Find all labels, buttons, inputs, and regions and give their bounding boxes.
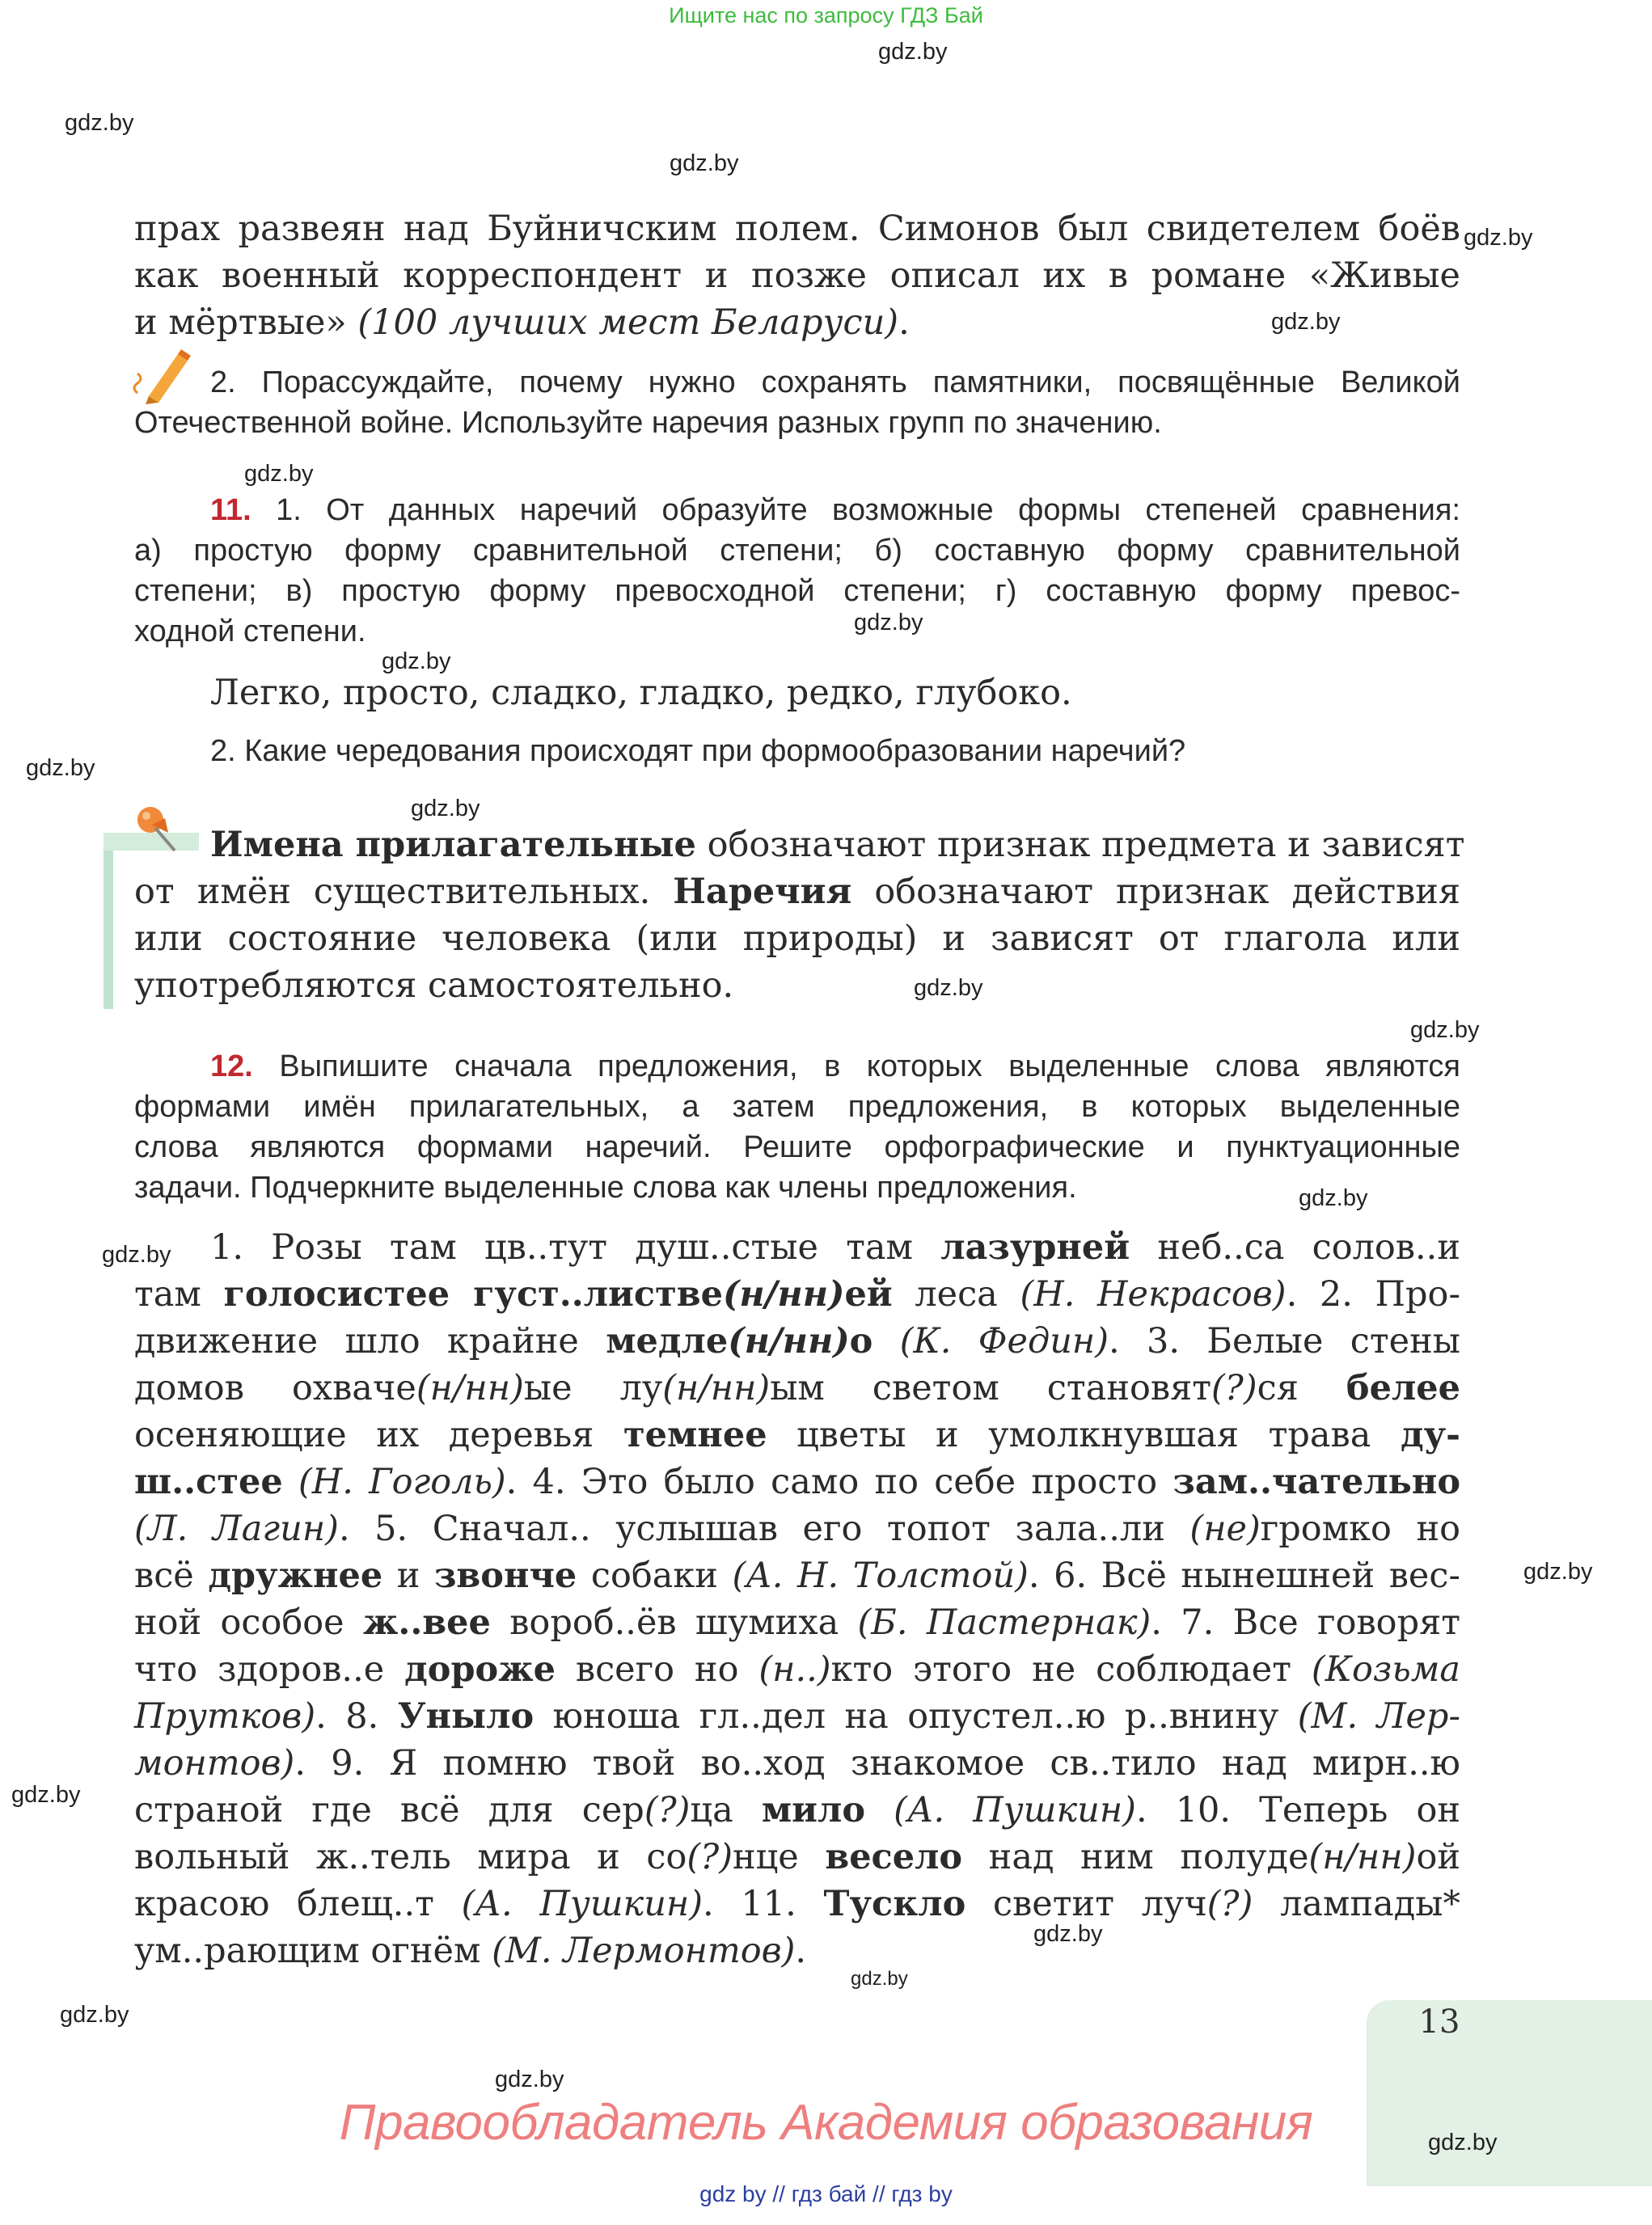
text-line: (Л. Лагин). 5. Сначал.. услышав его топот зала..ли (не)громко но	[134, 1509, 1461, 1549]
task-number: 11.	[210, 493, 251, 527]
watermark: gdz.by	[1033, 1921, 1103, 1947]
text-line: как военный корреспондент и позже описал их в романе «Живые	[134, 255, 1460, 296]
text-line: Прутков). 8. Уныло юноша гл..дел на опустел..ю р..внину (М. Лер-	[134, 1696, 1460, 1737]
watermark: gdz.by	[382, 648, 451, 674]
watermark: gdz.by	[670, 150, 739, 176]
watermark: gdz.by	[11, 1782, 81, 1808]
text-fragment: обозначают признак предмета и зависят	[695, 825, 1465, 865]
text-line: ной особое ж..вее вороб..ёв шумиха (Б. Пастернак). 7. Все говорят	[134, 1602, 1461, 1643]
watermark: gdz.by	[1410, 1017, 1480, 1043]
task-11-words	[134, 669, 1460, 716]
text-line: домов охваче(н/нн)ые лу(н/нн)ым светом становят(?)ся белее	[134, 1368, 1460, 1408]
text-line: употребляются самостоятельно.	[134, 965, 734, 1006]
watermark: gdz.by	[411, 796, 480, 821]
text-fragment: от имён существительных.	[134, 872, 674, 912]
text-line: движение шло крайне медле(н/нн)о (К. Федин). 3. Белые стены	[134, 1321, 1461, 1362]
source-citation: (100 лучших мест Беларуси)	[357, 302, 899, 343]
text-line: 2. Какие чередования происходят при формообразовании наречий?	[210, 734, 1186, 768]
text-line: всё дружнее и звонче собаки (А. Н. Толстой). 6. Всё нынешней вес-	[134, 1556, 1460, 1596]
text-fragment: .	[898, 302, 910, 343]
copyright-owner: Правообладатель Академия образования	[339, 2095, 1313, 2151]
text-line	[134, 299, 1460, 346]
text-line: Отечественной войне. Используйте наречия разных групп по значению.	[134, 406, 1162, 440]
watermark: gdz.by	[1464, 225, 1533, 251]
rule-paragraph	[134, 821, 1465, 1009]
intro-paragraph	[134, 205, 1460, 346]
text-line: прах развеян над Буйничским полем. Симонов был свидетелем боёв	[134, 209, 1460, 249]
watermark: gdz.by	[495, 2067, 564, 2092]
text-line: вольный ж..тель мира и со(?)нце весело над ним полуде(н/нн)ой	[134, 1837, 1460, 1877]
text-line: что здоров..е дороже всего но (н..)кто этого не соблюдает (Козьма	[134, 1649, 1461, 1690]
task-paragraph	[134, 362, 1460, 443]
rule-accent-bar	[104, 833, 113, 1009]
text-line: красою блещ..т (А. Пушкин). 11. Тускло светит луч(?) лампады*	[134, 1884, 1460, 1924]
text-line: или состояние человека (или природы) и зависят от глагола или	[134, 918, 1460, 959]
text-line	[134, 821, 1465, 868]
text-line: ходной степени.	[134, 614, 366, 648]
footer-links[interactable]: gdz by // гдз бай // гдз by	[699, 2181, 953, 2206]
watermark: gdz.by	[1271, 309, 1341, 335]
task-11	[134, 490, 1460, 652]
watermark: gdz.by	[65, 110, 134, 136]
watermark: gdz.by	[102, 1242, 171, 1268]
task-11-question	[134, 731, 1460, 771]
text-fragment: обозначают признак действия	[851, 872, 1460, 912]
watermark: gdz.by	[851, 1968, 908, 1990]
text-line: а) простую форму сравнительной степени; б) составную форму сравнительной	[134, 534, 1460, 568]
watermark: gdz.by	[26, 755, 95, 781]
page-number: 13	[1418, 2003, 1460, 2041]
text-line	[134, 1046, 1460, 1087]
watermark: gdz.by	[878, 39, 948, 65]
text-line: монтов). 9. Я помню твой во..ход знакомое св..тило над мирн..ю	[134, 1743, 1460, 1784]
text-line: там голосистее густ..листве(н/нн)ей леса (Н. Некрасов). 2. Про-	[134, 1274, 1460, 1315]
watermark: gdz.by	[1299, 1185, 1368, 1211]
text-line: степени; в) простую форму превосходной степени; г) составную форму превос-	[134, 574, 1460, 608]
text-line	[134, 490, 1460, 530]
task-12	[134, 1046, 1460, 1208]
exercise-text	[134, 1224, 1460, 1974]
text-line: ум..рающим огнём (М. Лермонтов).	[134, 1931, 807, 1971]
text-line: слова являются формами наречий. Решите орфографические и пунктуационные	[134, 1130, 1460, 1164]
text-line	[134, 868, 1460, 915]
task-number: 12.	[210, 1049, 253, 1083]
text-fragment: Выпишите сначала предложения, в которых выделенные слова являются	[252, 1049, 1460, 1083]
text-line: Легко, просто, сладко, гладко, редко, глубоко.	[210, 673, 1072, 713]
text-line: 2. Порассуждайте, почему нужно сохранять памятники, посвящённые Великой	[210, 365, 1460, 399]
watermark: gdz.by	[244, 461, 314, 487]
text-fragment: 1. От данных наречий образуйте возможные формы степеней сравнения:	[251, 493, 1460, 527]
text-fragment: и мёртвые»	[134, 302, 358, 343]
top-banner: Ищите нас по запросу ГДЗ Бай	[669, 3, 983, 27]
watermark: gdz.by	[1523, 1559, 1593, 1585]
watermark: gdz.by	[1428, 2130, 1498, 2155]
text-line: страной где всё для сер(?)ца мило (А. Пушкин). 10. Теперь он	[134, 1790, 1461, 1830]
term: Имена прилагательные	[210, 825, 696, 865]
watermark: gdz.by	[854, 610, 923, 635]
text-line: осеняющие их деревья темнее цветы и умолкнувшая трава ду-	[134, 1415, 1460, 1455]
term: Наречия	[673, 872, 852, 912]
text-line: 1. Розы там цв..тут душ..стые там лазурней неб..са солов..и	[210, 1227, 1460, 1268]
text-line: ш..стее (Н. Гоголь). 4. Это было само по себе просто зам..чательно	[134, 1462, 1460, 1502]
text-line: формами имён прилагательных, а затем предложения, в которых выделенные	[134, 1090, 1460, 1124]
text-line: задачи. Подчеркните выделенные слова как члены предложения.	[134, 1171, 1077, 1205]
watermark: gdz.by	[60, 2002, 129, 2028]
watermark: gdz.by	[914, 975, 983, 1001]
